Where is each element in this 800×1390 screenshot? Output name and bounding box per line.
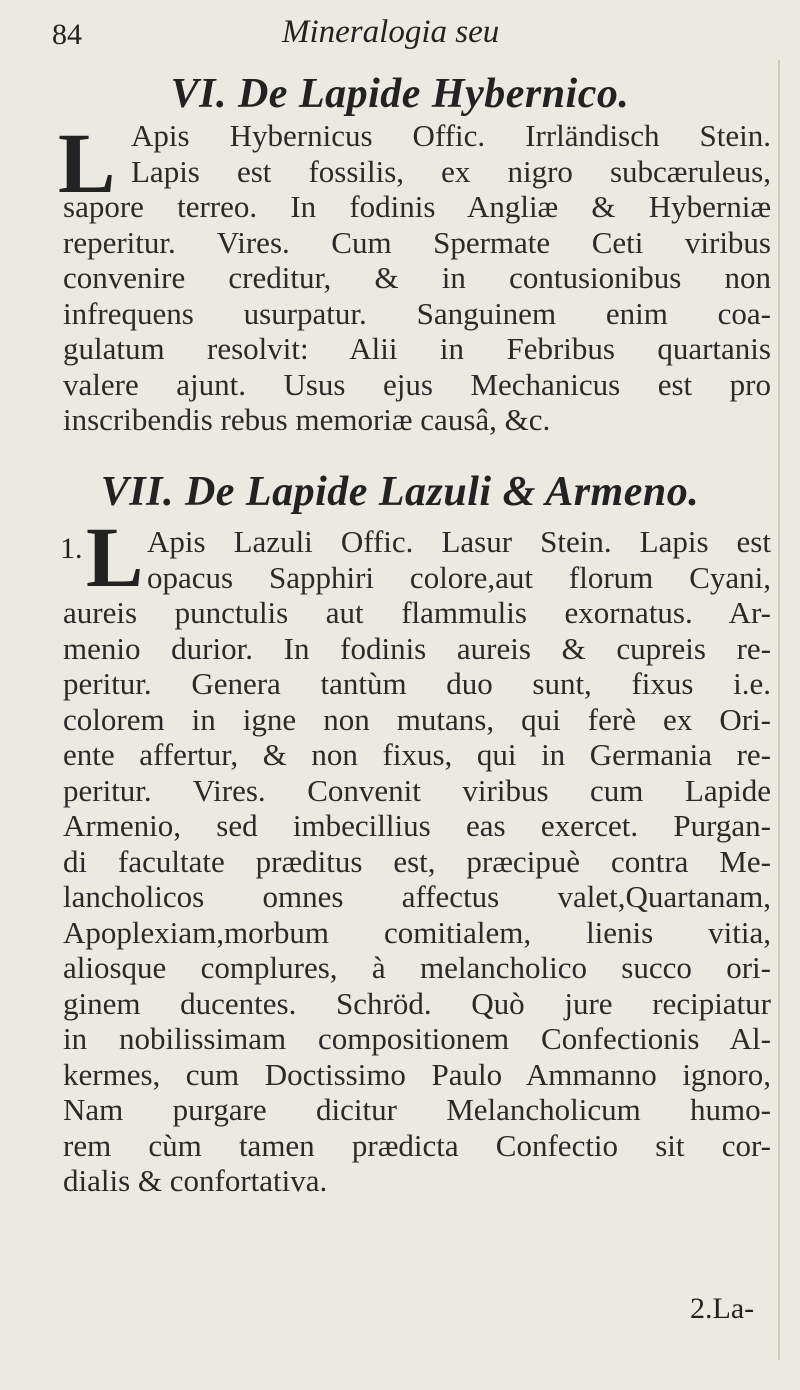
text-line: reperitur. Vires. Cum Spermate Ceti viribus [63, 224, 771, 260]
text-line: dialis & confortativa. [63, 1163, 328, 1198]
text-line: sapore terreo. In fodinis Angliæ & Hyberniæ [63, 189, 771, 224]
paragraph-number: 1. [60, 532, 83, 565]
drop-cap-vii: L [86, 509, 144, 605]
drop-cap-vi: L [58, 115, 116, 211]
text-line: lancholicos omnes affectus valet,Quartanam, [63, 879, 771, 914]
text-line: Apis Hybernicus Offic. Irrländisch Stein. [131, 118, 771, 153]
running-title: Mineralogia seu [282, 14, 500, 50]
text-line: inscribendis rebus memoriæ causâ, &c. [63, 402, 551, 437]
text-line: infrequens usurpatur. Sanguinem enim coa- [63, 295, 771, 331]
text-line: rem cùm tamen prædicta Confectio sit cor- [63, 1127, 771, 1163]
text-line: peritur. Vires. Convenit viribus cum Lapide [63, 772, 771, 808]
text-line: menio durior. In fodinis aureis & cupreis re- [63, 630, 771, 666]
text-line: gulatum resolvit: Alii in Febribus quartanis [63, 331, 771, 366]
text-line: aliosque complures, à melancholico succo ori- [63, 950, 771, 985]
section-vii-text [63, 524, 771, 1199]
section-heading-vii: VII. De Lapide Lazuli & Armeno. [100, 469, 700, 515]
text-line: ente affertur, & non fixus, qui in Germania re- [63, 737, 771, 772]
page-edge-shadow [778, 60, 780, 1360]
text-line: opacus Sapphiri colore,aut florum Cyani, [147, 559, 771, 595]
section-vi-text [63, 118, 771, 438]
text-line: peritur. Genera tantùm duo sunt, fixus i.e. [63, 666, 771, 701]
page-number: 84 [52, 18, 82, 51]
text-line: valere ajunt. Usus ejus Mechanicus est pro [63, 366, 771, 402]
catchword: 2.La- [690, 1292, 755, 1325]
text-line: Lapis est fossilis, ex nigro subcæruleus, [131, 153, 771, 189]
text-line: kermes, cum Doctissimo Paulo Ammanno ignoro, [63, 1056, 771, 1092]
text-line: ginem ducentes. Schröd. Quò jure recipiatur [63, 985, 771, 1021]
text-line: in nobilissimam compositionem Confectionis Al- [63, 1021, 771, 1056]
text-line: Armenio, sed imbecillius eas exercet. Purgan- [63, 808, 771, 843]
running-head [0, 10, 800, 54]
text-line: convenire creditur, & in contusionibus non [63, 260, 771, 295]
text-line: di facultate præditus est, præcipuè contra Me- [63, 843, 771, 879]
text-line: Apoplexiam,morbum comitialem, lienis vitia, [63, 914, 771, 950]
text-line: Apis Lazuli Offic. Lasur Stein. Lapis est [147, 524, 771, 559]
text-line: colorem in igne non mutans, qui ferè ex Ori- [63, 701, 771, 737]
section-heading-vi: VI. De Lapide Hybernico. [170, 71, 630, 117]
text-line: Nam purgare dicitur Melancholicum humo- [63, 1092, 771, 1127]
text-line: aureis punctulis aut flammulis exornatus. Ar- [63, 595, 771, 630]
